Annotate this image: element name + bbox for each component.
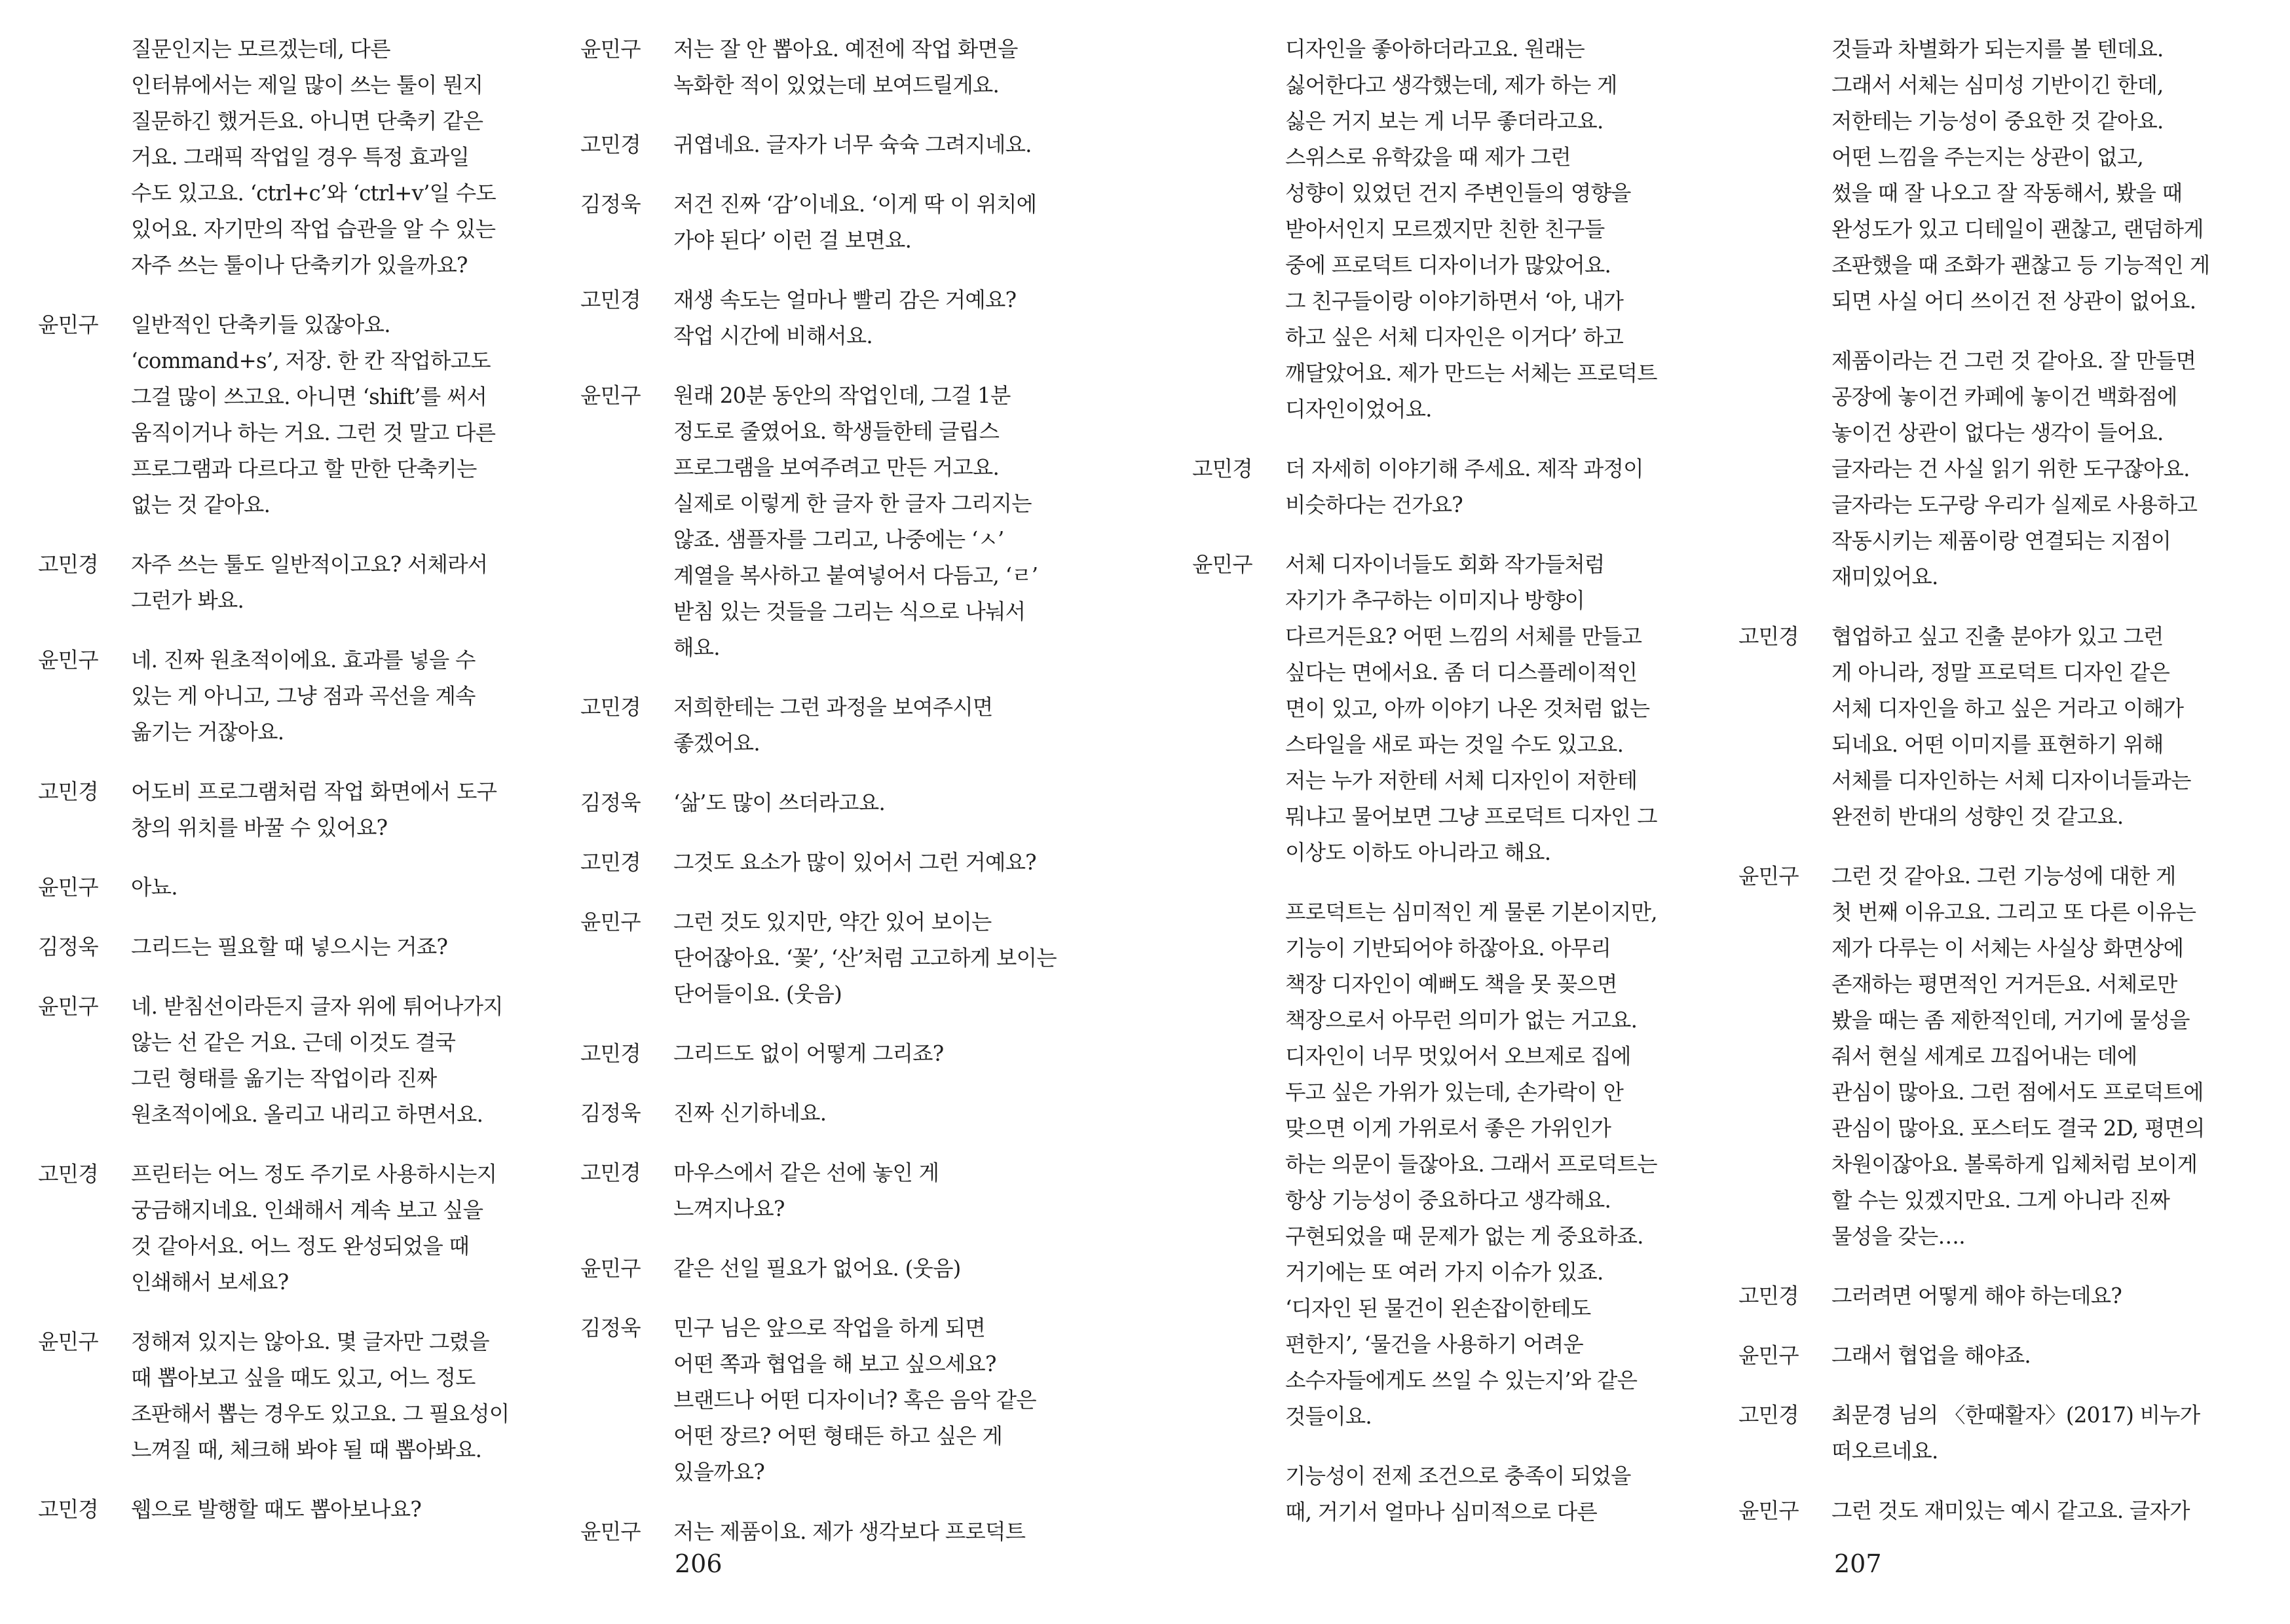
- dialogue-entry: [580, 904, 1117, 1012]
- dialogue-entry: [580, 845, 1117, 881]
- speaker-name: 고민경: [580, 132, 641, 157]
- dialogue-entry: [38, 989, 562, 1133]
- speaker-name: 윤민구: [580, 1519, 641, 1544]
- dialogue-entry: [1738, 619, 2276, 835]
- dialogue-entry: [38, 547, 562, 619]
- left-page-column-1: [38, 31, 562, 1551]
- utterance: 저는 잘 안 뽑아요. 예전에 작업 화면을 녹화한 적이 있었는데 보여드릴게요.: [673, 37, 1018, 98]
- dialogue-entry: [580, 1310, 1117, 1490]
- dialogue-entry: [38, 774, 562, 846]
- utterance: 그러려면 어떻게 해야 하는데요?: [1831, 1283, 2122, 1308]
- utterance: 귀엽네요. 글자가 너무 슉슉 그려지네요.: [673, 132, 1032, 157]
- speaker-name: 윤민구: [1738, 1343, 1799, 1368]
- dialogue-entry: [580, 1155, 1117, 1227]
- speaker-name: 윤민구: [38, 312, 98, 337]
- dialogue-entry: [580, 1514, 1117, 1550]
- utterance: 최문경 님의 〈한때활자〉(2017) 비누가 떠오르네요.: [1831, 1403, 2200, 1464]
- speaker-name: 윤민구: [38, 994, 98, 1019]
- dialogue-entry: [1738, 1338, 2276, 1374]
- dialogue-entry: [38, 642, 562, 750]
- dialogue-entry: [38, 1324, 562, 1468]
- dialogue-entry: [1738, 1278, 2276, 1314]
- dialogue-entry: [1738, 1397, 2276, 1469]
- utterance: 저희한테는 그런 과정을 보여주시면 좋겠어요.: [673, 695, 993, 756]
- speaker-name: 윤민구: [38, 648, 98, 673]
- speaker-name: 고민경: [580, 1041, 641, 1066]
- utterance: 협업하고 싶고 진출 분야가 있고 그런 게 아니라, 정말 프로덕트 디자인 같은 서체 디자인을 하고 싶은 거라고 이해가 되네요. 어떤 이미지를 표현하기 위해 서체를 디자인하는 서체 디자이너들과는 완전히 반대의 성향인 것 같고요.: [1831, 624, 2191, 829]
- utterance: 더 자세히 이야기해 주세요. 제작 과정이 비슷하다는 건가요?: [1285, 456, 1643, 517]
- dialogue-entry: [1738, 858, 2276, 1255]
- dialogue-entry: [580, 690, 1117, 762]
- utterance: 웹으로 발행할 때도 뽑아보나요?: [131, 1497, 421, 1522]
- speaker-name: 김정욱: [580, 192, 641, 217]
- speaker-name: 윤민구: [1192, 552, 1252, 577]
- speaker-name: 고민경: [580, 287, 641, 312]
- utterance: 그리드도 없이 어떻게 그리죠?: [673, 1041, 944, 1066]
- dialogue-entry: [580, 282, 1117, 354]
- dialogue-entry: [38, 1492, 562, 1528]
- utterance: 네. 받침선이라든지 글자 위에 튀어나가지 않는 선 같은 거요. 근데 이것도 결국 그린 형태를 옮기는 작업이라 진짜 원초적이에요. 올리고 내리고 하면서요.: [131, 994, 503, 1127]
- dialogue-entry: [580, 785, 1117, 821]
- dialogue-entry: [580, 127, 1117, 163]
- left-page-column-2: [580, 31, 1117, 1597]
- dialogue-entry: [38, 870, 562, 906]
- speaker-name: 고민경: [38, 552, 98, 577]
- continued-answer: 것들과 차별화가 되는지를 볼 텐데요. 그래서 서체는 심미성 기반이긴 한데, 저한테는 기능성이 중요한 것 같아요. 어떤 느낌을 주는지는 상관이 없고, 썼을 때 잘 나오고 잘 작동해서, 봤을 때 완성도가 있고 디테일이 괜찮고, 랜덤하게 조판했을 때 조화가 괜찮고 등 기능적인 게 되면 사실 어디 쓰이건 전 상관이 없어요.: [1831, 37, 2210, 314]
- dialogue-entry: [580, 187, 1117, 259]
- dialogue-entry: [580, 378, 1117, 666]
- page-number-right: 207: [1834, 1549, 1882, 1578]
- utterance: 원래 20분 동안의 작업인데, 그걸 1분 정도로 줄였어요. 학생들한테 글립스 프로그램을 보여주려고 만든 거고요. 실제로 이렇게 한 글자 한 글자 그리지는 않죠. 샘플자를 그리고, 나중에는 ‘ㅅ’ 계열을 복사하고 붙여넣어서 다듬고, ‘ㄹ’ 받침 있는 것들을 그리는 식으로 나눠서 해요.: [673, 383, 1038, 660]
- right-page-column-1: [1192, 31, 1723, 1554]
- utterance: 마우스에서 같은 선에 놓인 게 느껴지나요?: [673, 1160, 939, 1221]
- utterance: 그래서 협업을 해야죠.: [1831, 1343, 2031, 1368]
- speaker-name: 고민경: [1192, 456, 1252, 481]
- dialogue-entry: [1738, 1493, 2276, 1529]
- speaker-name: 고민경: [38, 779, 98, 804]
- speaker-name: 고민경: [38, 1497, 98, 1522]
- answer-paragraph: 기능성이 전제 조건으로 충족이 되었을 때, 거기서 얼마나 심미적으로 다른: [1285, 1464, 1631, 1524]
- utterance: 프린터는 어느 정도 주기로 사용하시는지 궁금해지네요. 인쇄해서 계속 보고 싶을 것 같아서요. 어느 정도 완성되었을 때 인쇄해서 보세요?: [131, 1162, 497, 1295]
- utterance: 그런 것도 재미있는 예시 같고요. 글자가: [1831, 1498, 2190, 1523]
- dialogue-entry: [38, 929, 562, 965]
- speaker-name: 윤민구: [1738, 864, 1799, 889]
- speaker-name: 윤민구: [38, 1329, 98, 1354]
- answer-paragraph: 프로덕트는 심미적인 게 물론 기본이지만, 기능이 기반되어야 하잖아요. 아무리 책장 디자인이 예뻐도 책을 못 꽂으면 책장으로서 아무런 의미가 없는 거고요. 디자인이 너무 멋있어서 오브제로 집에 두고 싶은 가위가 있는데, 손가락이 안 맞으면 이게 가위로서 좋은 가위인가 하는 의문이 들잖아요. 그래서 프로덕트는 항상 기능성이 중요하다고 생각해요. 구현되었을 때 문제가 없는 게 중요하죠. 거기에는 또 여러 가지 이슈가 있죠. ‘디자인 된 물건이 왼손잡이한테도 편한지’, ‘물건을 사용하기 어려운 소수자들에게도 쓰일 수 있는지’와 같은 것들이요.: [1285, 900, 1657, 1429]
- page-number-left: 206: [675, 1549, 723, 1578]
- continued-question: 질문인지는 모르겠는데, 다른 인터뷰에서는 제일 많이 쓰는 툴이 뭔지 질문하긴 했거든요. 아니면 단축키 같은 거요. 그래픽 작업일 경우 특정 효과일 수도 있고요. ‘ctrl+c’와 ‘ctrl+v’일 수도 있어요. 자기만의 작업 습관을 알 수 있는 자주 쓰는 툴이나 단축키가 있을까요?: [131, 37, 496, 278]
- utterance: ‘삶’도 많이 쓰더라고요.: [673, 790, 886, 815]
- speaker-name: 윤민구: [580, 910, 641, 934]
- speaker-name: 고민경: [1738, 1403, 1799, 1428]
- speaker-name: 김정욱: [580, 1101, 641, 1126]
- utterance: 아뇨.: [131, 875, 178, 900]
- speaker-name: 고민경: [580, 850, 641, 875]
- dialogue-entry: [1192, 547, 1723, 871]
- utterance: 그것도 요소가 많이 있어서 그런 거예요?: [673, 850, 1036, 875]
- utterance: 그런 것도 있지만, 약간 있어 보이는 단어잖아요. ‘꽃’, ‘산’처럼 고고하게 보이는 단어들이요. (웃음): [673, 910, 1057, 1006]
- speaker-name: 윤민구: [38, 875, 98, 900]
- speaker-name: 고민경: [580, 695, 641, 720]
- utterance: 저건 진짜 ‘감’이네요. ‘이게 딱 이 위치에 가야 된다’ 이런 걸 보면요.: [673, 192, 1037, 253]
- dialogue-entry: [38, 307, 562, 523]
- utterance: 어도비 프로그램처럼 작업 화면에서 도구 창의 위치를 바꿀 수 있어요?: [131, 779, 497, 840]
- utterance: 서체 디자이너들도 회화 작가들처럼 자기가 추구하는 이미지나 방향이 다르거든요? 어떤 느낌의 서체를 만들고 싶다는 면에서요. 좀 더 디스플레이적인 면이 있고, 아까 이야기 나온 것처럼 없는 스타일을 새로 파는 것일 수도 있고요. 저는 누가 저한테 서체 디자인이 저한테 뭐냐고 물어보면 그냥 프로덕트 디자인 그 이상도 이하도 아니라고 해요.: [1285, 552, 1657, 865]
- utterance: 네. 진짜 원초적이에요. 효과를 넣을 수 있는 게 아니고, 그냥 점과 곡선을 계속 옮기는 거잖아요.: [131, 648, 476, 745]
- utterance: 일반적인 단축키들 있잖아요. ‘command+s’, 저장. 한 칸 작업하고도 그걸 많이 쓰고요. 아니면 ‘shift’를 써서 움직이거나 하는 거요. 그런 것 말고 다른 프로그램과 다르다고 할 만한 단축키는 없는 것 같아요.: [131, 312, 496, 517]
- answer-paragraph: 제품이라는 건 그런 것 같아요. 잘 만들면 공장에 놓이건 카페에 놓이건 백화점에 놓이건 상관이 없다는 생각이 들어요. 글자라는 건 사실 읽기 위한 도구잖아요. 글자라는 도구랑 우리가 실제로 사용하고 작동시키는 제품이랑 연결되는 지점이 재미있어요.: [1831, 348, 2198, 589]
- speaker-name: 고민경: [1738, 1283, 1799, 1308]
- speaker-name: 고민경: [38, 1162, 98, 1187]
- dialogue-entry: [580, 1251, 1117, 1287]
- dialogue-entry: [580, 1036, 1117, 1072]
- speaker-name: 고민경: [1738, 624, 1799, 649]
- speaker-name: 윤민구: [580, 37, 641, 62]
- dialogue-entry: [580, 1096, 1117, 1132]
- dialogue-entry: [580, 31, 1117, 103]
- speaker-name: 윤민구: [1738, 1498, 1799, 1523]
- utterance: 저는 제품이요. 제가 생각보다 프로덕트: [673, 1519, 1026, 1544]
- right-page-column-2: [1738, 31, 2276, 1553]
- utterance: 진짜 신기하네요.: [673, 1101, 827, 1126]
- utterance: 자주 쓰는 툴도 일반적이고요? 서체라서 그런가 봐요.: [131, 552, 488, 613]
- speaker-name: 김정욱: [580, 790, 641, 815]
- utterance: 그런 것 같아요. 그런 기능성에 대한 게 첫 번째 이유고요. 그리고 또 다른 이유는 제가 다루는 이 서체는 사실상 화면상에 존재하는 평면적인 거거든요. 서체로만 봤을 때는 좀 제한적인데, 거기에 물성을 줘서 현실 세계로 끄집어내는 데에 관심이 많아요. 그런 점에서도 프로덕트에 관심이 많아요. 포스터도 결국 2D, 평면의 차원이잖아요. 볼록하게 입체처럼 보이게 할 수는 있겠지만요. 그게 아니라 진짜 물성을 갖는….: [1831, 864, 2205, 1249]
- dialogue-entry: [1192, 451, 1723, 523]
- speaker-name: 윤민구: [580, 1256, 641, 1281]
- utterance: 민구 님은 앞으로 작업을 하게 되면 어떤 쪽과 협업을 해 보고 싶으세요? 브랜드나 어떤 디자이너? 혹은 음악 같은 어떤 장르? 어떤 형태든 하고 싶은 게 있을까요?: [673, 1316, 1036, 1485]
- speaker-name: 윤민구: [580, 383, 641, 408]
- utterance: 그리드는 필요할 때 넣으시는 거죠?: [131, 934, 448, 959]
- dialogue-entry: [38, 1156, 562, 1301]
- speaker-name: 김정욱: [580, 1316, 641, 1340]
- speaker-name: 김정욱: [38, 934, 98, 959]
- utterance: 같은 선일 필요가 없어요. (웃음): [673, 1256, 961, 1281]
- continued-answer: 디자인을 좋아하더라고요. 원래는 싫어한다고 생각했는데, 제가 하는 게 싫은 거지 보는 게 너무 좋더라고요. 스위스로 유학갔을 때 제가 그런 성향이 있었던 건지 주변인들의 영향을 받아서인지 모르겠지만 친한 친구들 중에 프로덕트 디자이너가 많았어요. 그 친구들이랑 이야기하면서 ‘아, 내가 하고 싶은 서체 디자인은 이거다’ 하고 깨달았어요. 제가 만드는 서체는 프로덕트 디자인이었어요.: [1285, 37, 1657, 422]
- utterance: 재생 속도는 얼마나 빨리 감은 거예요? 작업 시간에 비해서요.: [673, 287, 1017, 348]
- speaker-name: 고민경: [580, 1160, 641, 1185]
- utterance: 정해져 있지는 않아요. 몇 글자만 그렸을 때 뽑아보고 싶을 때도 있고, 어느 정도 조판해서 뽑는 경우도 있고요. 그 필요성이 느껴질 때, 체크해 봐야 될 때 뽑아봐요.: [131, 1329, 510, 1462]
